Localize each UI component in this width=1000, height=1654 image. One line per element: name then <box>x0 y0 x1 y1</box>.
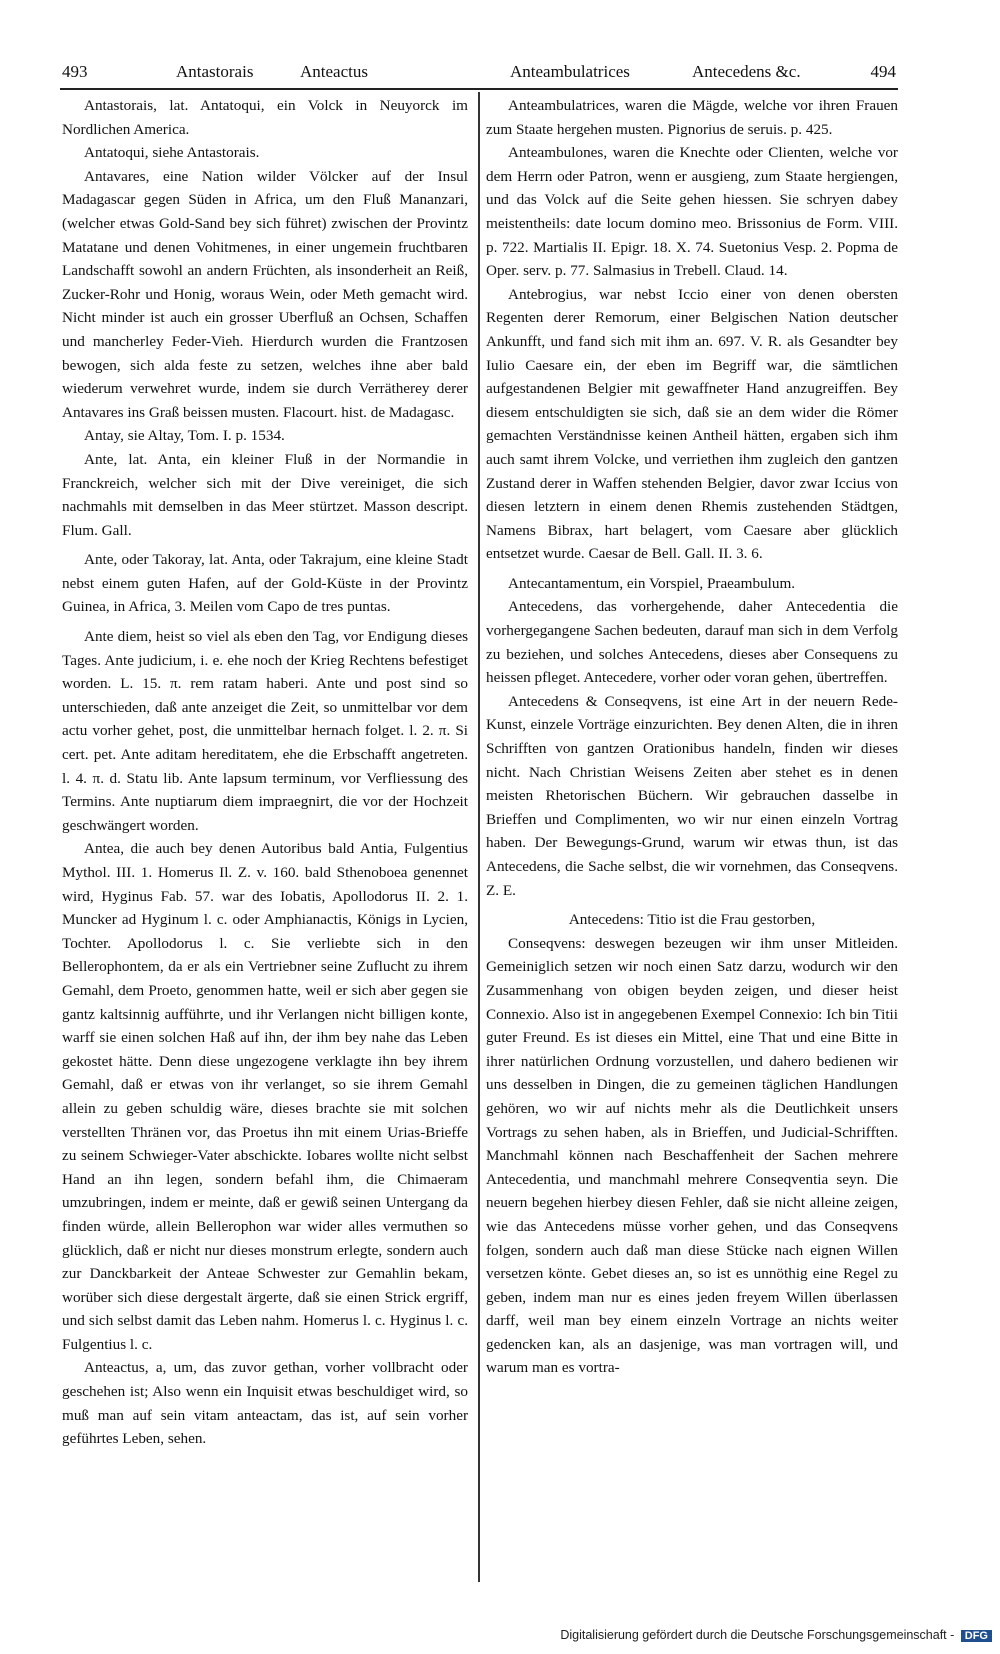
entry-antastorais: Antastorais, lat. Antatoqui, ein Volck in Neuyorck im Nordlichen America. <box>62 97 468 138</box>
entry-antavares: Antavares, eine Nation wilder Völcker auf der Insul Madagascar gegen Süden in Africa, um den Fluß Mananzari, (welcher etwas Gold-Sand bey sich führet) zwischen der Provintz Matatane und denen Vohitmenes, in einer ungemein fruchtbaren Landschafft sowohl an andern Früchten, als insonderheit an Reiß, Zucker-Rohr und Honig, woraus Wein, oder Meth gemacht wird. Nicht minder ist auch ein grosser Uberfluß an Ochsen, Schaffen und mancherley Feder-Vieh. Hierdurch wurden die Frantzosen bewogen, sich alda feste zu setzen, welches ihne aber bald wiederum verwehret wurde, indem sie durch Verrätherey derer Antavares ins Graß beissen musten. Flacourt. hist. de Madagasc. <box>62 167 468 421</box>
page-number-left: 493 <box>62 62 88 81</box>
entry-ante-river: Ante, lat. Anta, ein kleiner Fluß in der Normandie in Franckreich, welcher sich mit der Dive vereiniget, die sich nachmahls mit demselben in das Meer stürtzet. Masson descript. Flum. Gall. <box>62 450 468 539</box>
entry-antatoqui: Antatoqui, siehe Antastorais. <box>84 144 260 162</box>
entry-antebrogius: Antebrogius, war nebst Iccio einer von denen obersten Regenten derer Remorum, einer Belgischen Nation deutscher Ankunfft, und fand sich mit ihm an. 697. V. R. als Gesandter bey Iulio Caesare ein, der eben im Begriff war, die sämtlichen aufgestandenen Belgier mit gewaffneter Hand anzugreiffen. Bey diesem entschuldigten sie sich, daß sie an dem wider die Römer gemachten Verständnisse keinen Antheil hätten, ergaben sich ihm auch samt ihrem Volcke, und verriethen ihm zugleich den gantzen Zustand derer in Waffen stehenden Belgier, davor zwar Iccius von diesen letztern in einem denen Rhemis zustehenden Städtgen, Namens Bibrax, hart belagert, vom Caesare aber glücklich entsetzet wurde. Caesar de Bell. Gall. II. 3. 6. <box>486 285 898 563</box>
entry-anteambulatrices: Anteambulatrices, waren die Mägde, welche vor ihren Frauen zum Staate hergehen musten. Pignorius de seruis. p. 425. <box>486 97 898 138</box>
column-divider <box>478 92 480 1582</box>
example-conseqvens: Conseqvens: deswegen bezeugen wir ihm unser Mitleiden. Gemeiniglich setzen wir noch einen Satz darzu, wodurch wir den Zusammenhang von obigen beyden zeigen, und dieser heist Connexio. Also ist in angegebenen Exempel Connexio: Ich bin Titii guter Freund. Es ist dieses ein Mittel, eine That und eine Bitte in ihrer natürlichen Ordnung vorzustellen, und dahero bedienen wir uns desselben in Dingen, die zu gemeinen täglichen Handlungen gehören, wo wir auf nichts mehr als die Deutlichkeit unsers Vortrags zu sehen haben, als in Brieffen, und Judicial-Schrifften. Manchmahl können nach Beschaffenheit der Sachen mehrere Antecedentia, und manchmahl mehrere Conseqventia seyn. Die neuern begehen hierbey diesen Fehler, daß sie nicht alleine zeigen, wie das Antecedens müsse vorher gehen, und das Conseqvens folgen, sondern auch daß man diese Stücke nach eignen Willen versetzen könte. Gebet dieses an, so ist es unnöthig eine Regel zu geben, indem man nur es eines jeden freyem Willen überlassen darff, weil man bey einem einzeln Vortrage an nichts weiter gedencken kan, als an dasjenige, was man vortragen will, und warum man es vortra- <box>486 934 898 1377</box>
entry-ante-diem: Ante diem, heist so viel als eben den Tag, vor Endigung dieses Tages. Ante judicium, i. e. ehe noch der Krieg Rechtens befestiget worden. L. 15. π. rem ratam haberi. Ante und post sind so unterschieden, daß ante anzeiget die Zeit, so unmittelbar vor dem actu vorher gehet, post, die unmittelbar hernach folget. l. 2. π. Si cert. pet. Ante aditam hereditatem, ehe die Erbschafft angetreten. l. 4. π. d. Statu lib. Ante lapsum terminum, vor Verfliessung des Termins. Ante nuptiarum diem impraegnirt, die vor der Hochzeit geschwängert worden. <box>62 628 468 834</box>
entry-antay: Antay, sie Altay, Tom. I. p. 1534. <box>84 427 285 445</box>
left-column <box>62 94 468 1451</box>
entry-anteactus: Anteactus, a, um, das zuvor gethan, vorher vollbracht oder geschehen ist; Also wenn ein Inquisit etwas beschuldiget wird, so muß man auf sein vitam anteactam, das ist, auf sein vorher geführtes Leben, sehen. <box>62 1359 468 1448</box>
footer-text: Digitalisierung gefördert durch die Deutsche Forschungsgemeinschaft - <box>560 1628 955 1642</box>
digitization-footer <box>560 1628 992 1642</box>
entry-antecantamentum: Antecantamentum, ein Vorspiel, Praeambulum. <box>508 574 796 592</box>
header-rule <box>60 88 898 90</box>
entry-anteambulones: Anteambulones, waren die Knechte oder Clienten, welche vor dem Herrn oder Patron, wenn er ausgieng, zum Staate hergiengen, und das Volck auf die Seite gehen hiessen. Sie schryen dabey meistentheils: date locum domino meo. Brissonius de Form. VIII. p. 722. Martialis II. Epigr. 18. X. 74. Suetonius Vesp. 2. Popma de Oper. serv. p. 77. Salmasius in Trebell. Claud. 14. <box>486 144 898 280</box>
header-left-1: Antastorais <box>176 62 254 81</box>
header-right-2: Antecedens &c. <box>692 62 801 81</box>
right-column <box>486 94 898 1380</box>
dfg-logo: DFG <box>961 1630 992 1642</box>
page-number-right: 494 <box>870 62 896 81</box>
entry-antecedens-conseqvens: Antecedens & Conseqvens, ist eine Art in der neuern Rede-Kunst, einzele Vorträge einzurichten. Bey denen Alten, die in ihren Schrifften von gantzen Orationibus handeln, finden wir dieses nicht. Nach Christian Weisens Zeiten aber stehet es in denen meisten Rhetorischen Büchern. Wir gebrauchen dasselbe in Brieffen und Complimenten, wo wir nur einen einzeln Vortrag haben. Der Bewegungs-Grund, warum wir etwas thun, ist das Antecedens, die Sache selbst, die wir vornehmen, das Conseqvens. Z. E. <box>486 692 898 899</box>
example-antecedens: Antecedens: Titio ist die Frau gestorben, <box>568 911 816 929</box>
entry-antecedens: Antecedens, das vorhergehende, daher Antecedentia die vorhergegangene Sachen bedeuten, darauf man sich in dem Verfolg zu beziehen, und solches Antecedens, dieses aber Consequens zu heissen pfleget. Antecedere, vorher oder voran gehen, übertreffen. <box>486 598 898 687</box>
header-right-1: Anteambulatrices <box>510 62 630 81</box>
running-header <box>62 62 896 88</box>
entry-antea: Antea, die auch bey denen Autoribus bald Antia, Fulgentius Mythol. III. 1. Homerus Il. Z. v. 160. bald Sthenoboea genennet wird, Hyginus Fab. 57. war des Iobatis, Apollodorus II. 2. 1. Muncker ad Hyginum l. c. oder Amphianactis, Königs in Lycien, Tochter. Apollodorus l. c. Sie verliebte sich in den Bellerophontem, da er als ein Vertriebner seine Zuflucht zu ihrem Gemahl, dem Proeto, genommen hatte, weil er sich aber gegen sie gantz kaltsinnig aufführte, und ihr Verlangen nicht billigen konte, warff sie einen solchen Haß auf ihn, der ihm bey nahe das Leben gekostet hätte. Denn diese ungezogene verklagte ihn bey ihrem Gemahl, daß er etwas von ihr verlanget, so sie ihrem Gemahl allein zu geben schuldig wäre, dieses brachte sie mit solchen verstellten Thränen vor, das Proetus ihn mit einem Urias-Brieffe zu seinem Schwieger-Vater abschickte. Iobares wollte nicht selbst Hand an ihn legen, sondern befahl ihm, die Chimaeram umzubringen, indem er meinte, daß er gewiß seinen Untergang da finden würde, allein Bellerophon war wider alles vermuthen so glücklich, daß er nicht nur dieses monstrum erlegte, sondern auch zur Danckbarkeit der Anteae Schwester zur Gemahlin bekam, worüber sich diese dergestalt ärgerte, daß sie einen Strick ergriff, und sich selbst damit das Leben nahm. Homerus l. c. Hyginus l. c. Fulgentius l. c. <box>62 840 468 1353</box>
header-left-2: Anteactus <box>300 62 368 81</box>
entry-ante-town: Ante, oder Takoray, lat. Anta, oder Takrajum, eine kleine Stadt nebst einem guten Hafen, auf der Gold-Küste in der Provintz Guinea, in Africa, 3. Meilen vom Capo de tres puntas. <box>62 551 468 616</box>
